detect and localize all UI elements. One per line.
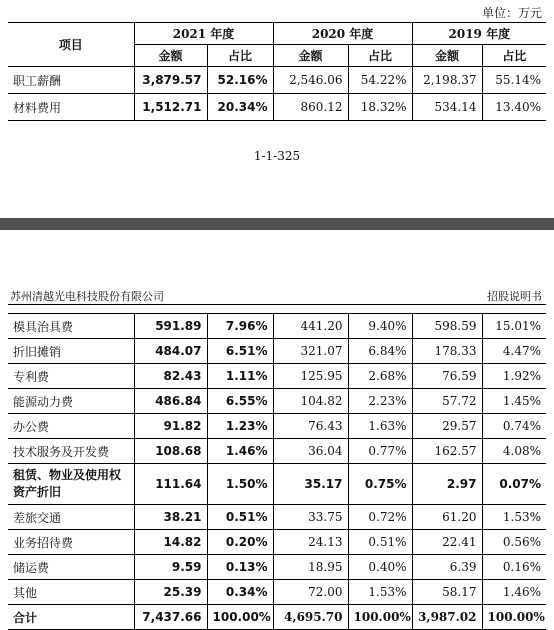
cell-value: 2,198.37 <box>412 67 482 94</box>
table-row <box>8 464 546 505</box>
cell-value: 7,437.66 <box>134 605 207 630</box>
cell-value: 441.20 <box>273 314 348 339</box>
cell-value: 598.59 <box>412 314 482 339</box>
cell-value: 321.07 <box>273 339 348 364</box>
header-ratio: 占比 <box>482 45 546 67</box>
cell-value: 1,512.71 <box>134 94 207 121</box>
table-row <box>8 67 546 94</box>
row-label: 合计 <box>8 605 134 630</box>
table-row <box>8 580 546 605</box>
cell-value: 1.11% <box>207 364 273 389</box>
cell-value: 35.17 <box>273 464 348 505</box>
cell-value: 9.40% <box>348 314 412 339</box>
row-label: 材料费用 <box>8 94 134 121</box>
cell-value: 14.82 <box>134 530 207 555</box>
header-amount: 金额 <box>273 45 348 67</box>
table-row <box>8 94 546 121</box>
cell-value: 1.53% <box>482 505 546 530</box>
cell-value: 2,546.06 <box>273 67 348 94</box>
cell-value: 125.95 <box>273 364 348 389</box>
cell-value: 3,879.57 <box>134 67 207 94</box>
header-year-2019: 2019 年度 <box>412 23 546 45</box>
cell-value: 0.51% <box>348 530 412 555</box>
cell-value: 76.59 <box>412 364 482 389</box>
cell-value: 484.07 <box>134 339 207 364</box>
company-name: 苏州清越光电科技股份有限公司 <box>10 290 164 303</box>
cell-value: 591.89 <box>134 314 207 339</box>
row-label: 租赁、物业及使用权资产折旧 <box>8 464 134 505</box>
table-row <box>8 555 546 580</box>
cell-value: 1.63% <box>348 414 412 439</box>
cell-value: 0.77% <box>348 439 412 464</box>
cell-value: 162.57 <box>412 439 482 464</box>
header-ratio: 占比 <box>348 45 412 67</box>
cell-value: 33.75 <box>273 505 348 530</box>
cell-value: 0.72% <box>348 505 412 530</box>
cell-value: 7.96% <box>207 314 273 339</box>
cell-value: 2.23% <box>348 389 412 414</box>
cell-value: 0.34% <box>207 580 273 605</box>
cell-value: 15.01% <box>482 314 546 339</box>
cell-value: 111.64 <box>134 464 207 505</box>
row-label: 折旧摊销 <box>8 339 134 364</box>
cell-value: 486.84 <box>134 389 207 414</box>
cell-value: 0.56% <box>482 530 546 555</box>
table-row <box>8 339 546 364</box>
cell-value: 2.97 <box>412 464 482 505</box>
expense-table-top <box>8 22 546 121</box>
expense-table-bottom <box>8 313 546 630</box>
cell-value: 2.68% <box>348 364 412 389</box>
table-row <box>8 364 546 389</box>
cell-value: 25.39 <box>134 580 207 605</box>
cell-value: 534.14 <box>412 94 482 121</box>
table-row <box>8 439 546 464</box>
cell-value: 1.45% <box>482 389 546 414</box>
row-label: 业务招待费 <box>8 530 134 555</box>
cell-value: 91.82 <box>134 414 207 439</box>
cell-value: 9.59 <box>134 555 207 580</box>
cell-value: 55.14% <box>482 67 546 94</box>
header-year-2021: 2021 年度 <box>134 23 273 45</box>
header-year-2020: 2020 年度 <box>273 23 412 45</box>
row-label: 差旅交通 <box>8 505 134 530</box>
cell-value: 1.92% <box>482 364 546 389</box>
row-label: 办公费 <box>8 414 134 439</box>
cell-value: 1.50% <box>207 464 273 505</box>
cell-value: 4.08% <box>482 439 546 464</box>
cell-value: 24.13 <box>273 530 348 555</box>
row-label: 能源动力费 <box>8 389 134 414</box>
cell-value: 0.75% <box>348 464 412 505</box>
cell-value: 22.41 <box>412 530 482 555</box>
cell-value: 6.51% <box>207 339 273 364</box>
cell-value: 3,987.02 <box>412 605 482 630</box>
cell-value: 38.21 <box>134 505 207 530</box>
row-label: 储运费 <box>8 555 134 580</box>
page-divider <box>0 218 554 230</box>
cell-value: 0.07% <box>482 464 546 505</box>
page-number: 1-1-325 <box>253 149 301 163</box>
cell-value: 1.23% <box>207 414 273 439</box>
total-row <box>8 605 546 630</box>
header-item: 项目 <box>8 23 134 67</box>
cell-value: 178.33 <box>412 339 482 364</box>
document-type: 招股说明书 <box>487 290 542 303</box>
table-row <box>8 314 546 339</box>
cell-value: 29.57 <box>412 414 482 439</box>
cell-value: 6.39 <box>412 555 482 580</box>
cell-value: 1.46% <box>482 580 546 605</box>
header-ratio: 占比 <box>207 45 273 67</box>
cell-value: 52.16% <box>207 67 273 94</box>
cell-value: 860.12 <box>273 94 348 121</box>
cell-value: 0.16% <box>482 555 546 580</box>
cell-value: 100.00% <box>348 605 412 630</box>
row-label: 模具治具费 <box>8 314 134 339</box>
cell-value: 108.68 <box>134 439 207 464</box>
cell-value: 54.22% <box>348 67 412 94</box>
cell-value: 0.20% <box>207 530 273 555</box>
cell-value: 82.43 <box>134 364 207 389</box>
cell-value: 100.00% <box>207 605 273 630</box>
table-row <box>8 414 546 439</box>
cell-value: 6.55% <box>207 389 273 414</box>
table-row <box>8 505 546 530</box>
row-label: 职工薪酬 <box>8 67 134 94</box>
cell-value: 58.17 <box>412 580 482 605</box>
cell-value: 104.82 <box>273 389 348 414</box>
cell-value: 4,695.70 <box>273 605 348 630</box>
cell-value: 36.04 <box>273 439 348 464</box>
cell-value: 6.84% <box>348 339 412 364</box>
row-label: 专利费 <box>8 364 134 389</box>
cell-value: 1.46% <box>207 439 273 464</box>
cell-value: 57.72 <box>412 389 482 414</box>
cell-value: 13.40% <box>482 94 546 121</box>
cell-value: 1.53% <box>348 580 412 605</box>
cell-value: 18.32% <box>348 94 412 121</box>
cell-value: 72.00 <box>273 580 348 605</box>
table-row <box>8 389 546 414</box>
cell-value: 20.34% <box>207 94 273 121</box>
cell-value: 0.13% <box>207 555 273 580</box>
cell-value: 0.40% <box>348 555 412 580</box>
cell-value: 18.95 <box>273 555 348 580</box>
header-rule <box>8 304 546 305</box>
cell-value: 100.00% <box>482 605 546 630</box>
cell-value: 76.43 <box>273 414 348 439</box>
header-amount: 金额 <box>412 45 482 67</box>
unit-label: 单位：万元 <box>481 6 542 20</box>
row-label: 技术服务及开发费 <box>8 439 134 464</box>
cell-value: 61.20 <box>412 505 482 530</box>
row-label: 其他 <box>8 580 134 605</box>
table-row <box>8 530 546 555</box>
cell-value: 4.47% <box>482 339 546 364</box>
cell-value: 0.51% <box>207 505 273 530</box>
cell-value: 0.74% <box>482 414 546 439</box>
header-amount: 金额 <box>134 45 207 67</box>
